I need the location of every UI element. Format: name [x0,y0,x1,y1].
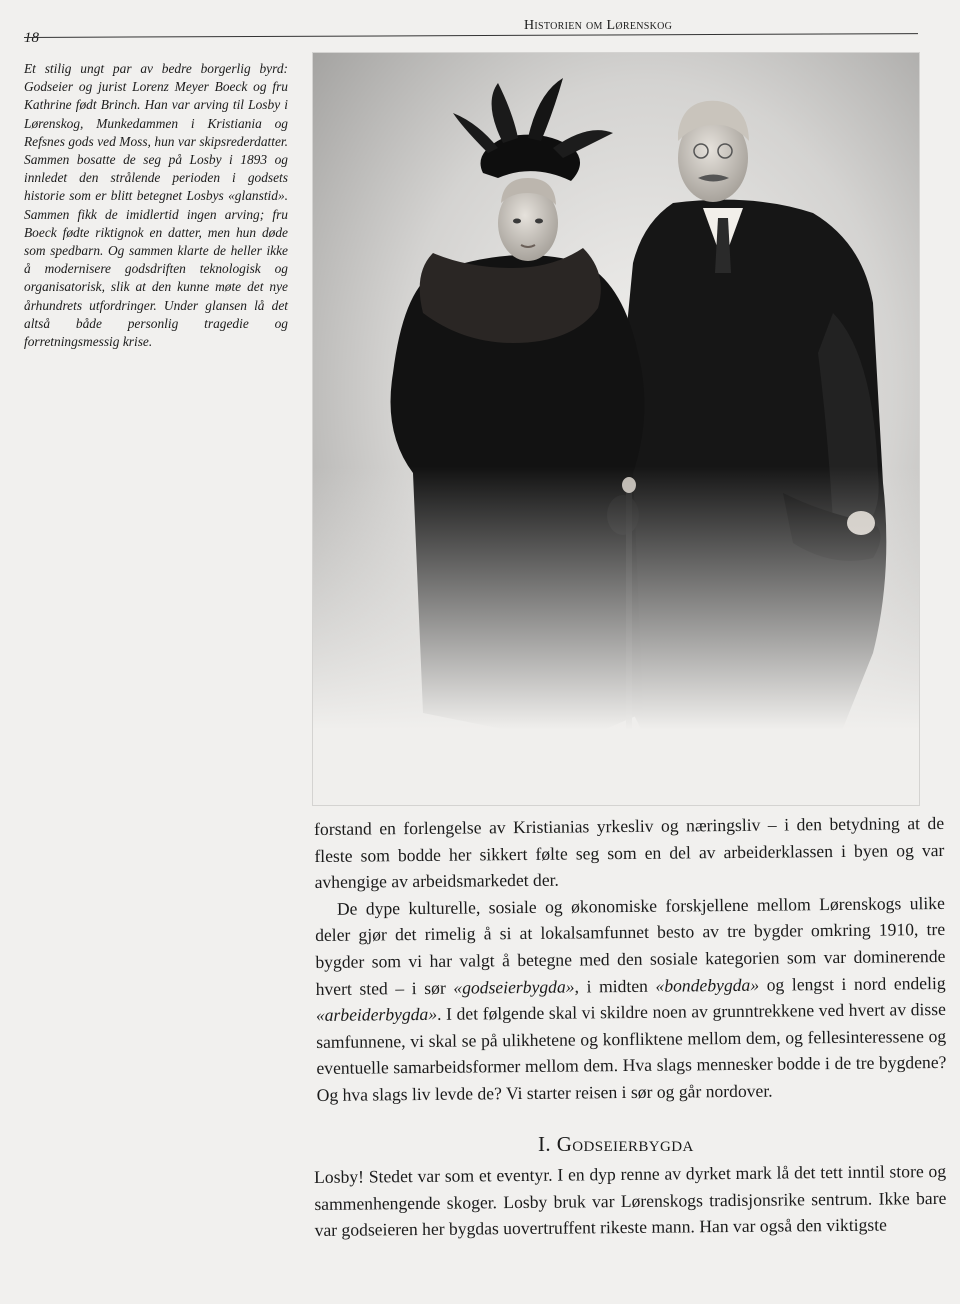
photo-caption: Et stilig ungt par av bedre borgerlig byrd: Godseier og jurist Lorenz Meyer Boeck og fru Kathrine født Brinch. Han var arving til Losby i Lørenskog, Munkedammen i Kristiania og Refsnes gods ved Moss, hun var skipsrederdatter. Sammen bosatte de seg på Losby i 1893 og innledet den strålende perioden i godsets historie som er blitt betegnet Losbys «glanstid». Sammen fikk de imidlertid ingen arving; fru Boeck fødte riktignok en datter, men hun døde som spedbarn. Og sammen klarte de heller ikke å modernisere godsdriften teknologisk og organisatorisk, slik at den kunne møte det nye århundrets utfordringer. Under glansen lå det altså både personlig tragedie og forretningsmessig krise. [24,61,288,350]
body-text-segment: , i midten [574,975,656,997]
section-heading: I. Godseierbygda [538,1132,694,1156]
term-arbeiderbygda: «arbeiderbygda» [315,1003,438,1026]
section-body [314,1158,947,1244]
body-text-segment: og lengst i nord endelig [758,972,946,995]
section-paragraph: Losby! Stedet var som et eventyr. I en dyp renne av dyrket mark lå det tett inntil store og sammenhengende skoger. Losby bruk var Lørenskogs tradisjonsrike sentrum. Ikke bare var godseieren her bygdas uovertruffent rikeste mann. Han var også den viktigste [314,1160,947,1241]
body-paragraph [315,890,947,1109]
header-rule [24,33,918,38]
page-number: 18 [24,30,39,46]
body-paragraph: forstand en forlengelse av Kristianias yrkesliv og næringsliv – i den betydning at de fleste som bodde her sikkert følte seg som en del av arbeiderklassen i byen og var avhengige av arbeidsmarkedet der. [314,812,945,893]
running-head: Historien om Lørenskog [524,18,673,33]
term-bondebygda: «bondebygda» [655,974,760,996]
term-godseierbygda: «godseierbygda» [453,976,575,998]
body-text [314,810,947,1109]
body-text-segment: De dype kulturelle, sosiale og økonomiske forskjellene mellom Lørenskogs ulike deler gjør det rimelig å si at lokalsamfunnet besto av tre bygder omkring 1910, tre bygder som vi har valgt å betegne med den sosiale kategorien som var dominerende hvert sted – i sør [315,892,946,999]
portrait-photo [312,52,920,806]
body-text-segment: . I det følgende skal vi skildre noen av grunntrekkene ved hvert av disse samfunnene, vi skal se på ulikhetene og konfliktene mellom dem, og fellesinteressene og eventuelle samarbeidsformer mellom dem. Hva slags mennesker bodde i de tre bygdene? Og hva slags liv levde de? Vi starter reisen i sør og går nordover. [316,999,947,1105]
